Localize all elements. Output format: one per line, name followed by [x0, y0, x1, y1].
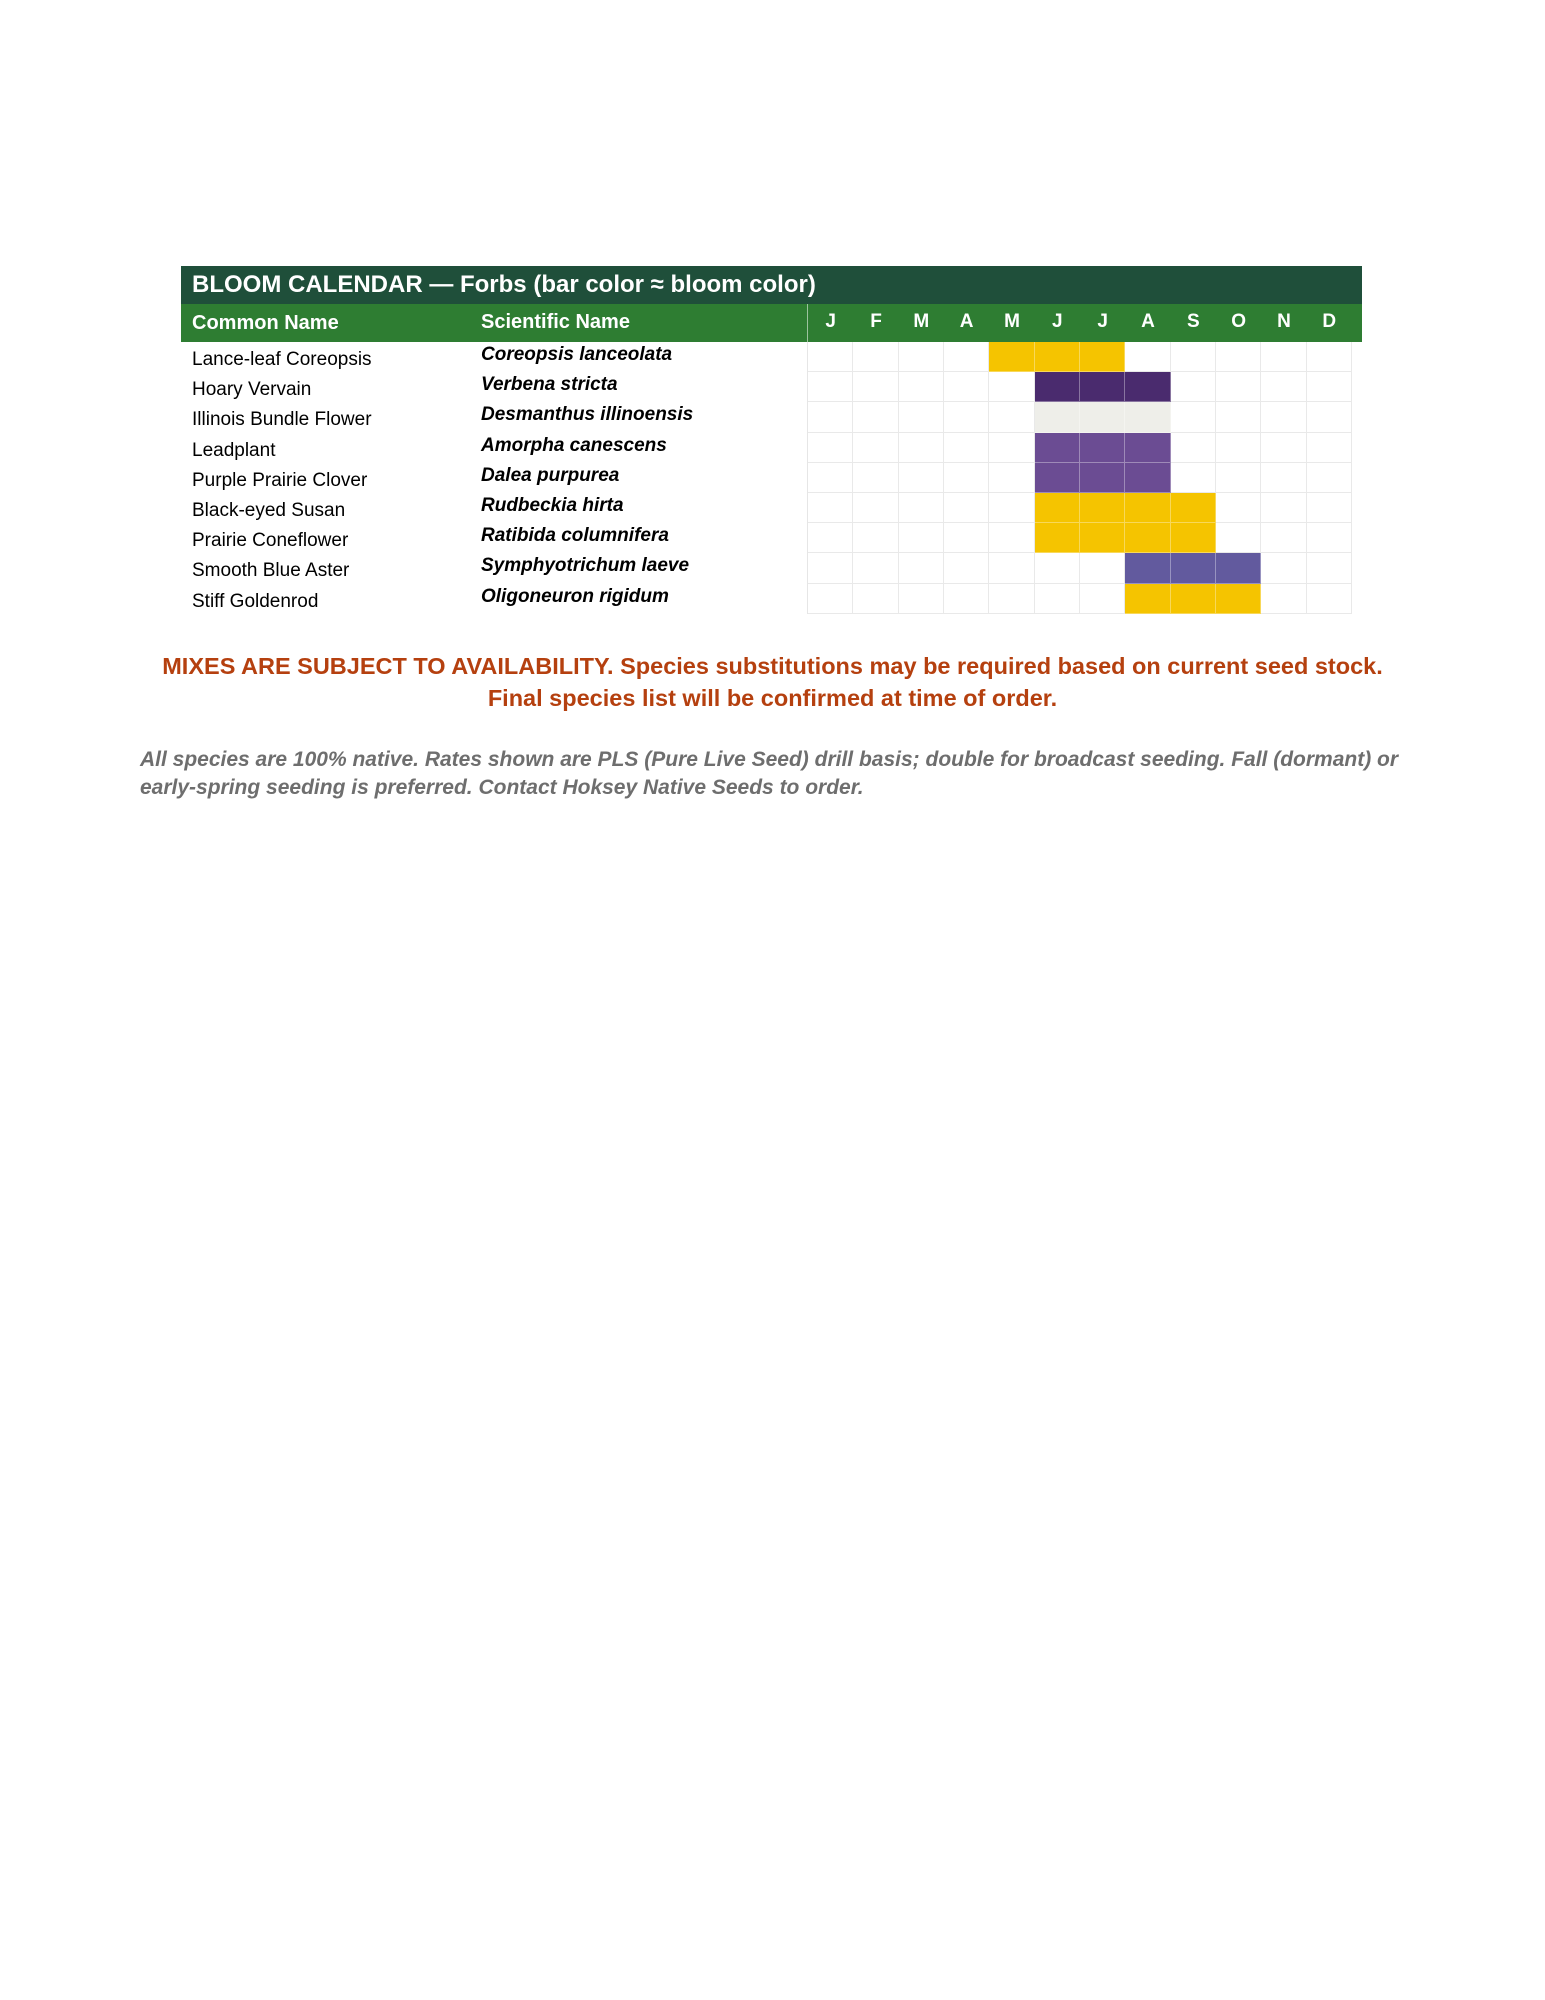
- common-name-cell: Black-eyed Susan: [192, 499, 346, 521]
- bloom-bar-cell: [1035, 433, 1080, 463]
- empty-month-cell: [853, 553, 898, 583]
- bloom-months: [807, 553, 1352, 583]
- bloom-bar-cell: [1035, 463, 1080, 493]
- empty-month-cell: [989, 463, 1034, 493]
- header-month: J: [1097, 311, 1108, 332]
- bloom-bar-cell: [1125, 463, 1170, 493]
- empty-month-cell: [989, 523, 1034, 553]
- empty-month-cell: [1261, 372, 1306, 402]
- calendar-header-row: [181, 304, 1362, 342]
- empty-month-cell: [808, 553, 853, 583]
- empty-month-cell: [899, 553, 944, 583]
- empty-month-cell: [989, 553, 1034, 583]
- bloom-bar-cell: [1125, 584, 1170, 614]
- empty-month-cell: [853, 493, 898, 523]
- empty-month-cell: [808, 493, 853, 523]
- empty-month-cell: [899, 402, 944, 432]
- empty-month-cell: [1261, 493, 1306, 523]
- empty-month-cell: [989, 584, 1034, 614]
- empty-month-cell: [1307, 493, 1352, 523]
- table-row: [181, 342, 1362, 372]
- scientific-name-cell: Rudbeckia hirta: [481, 494, 624, 516]
- empty-month-cell: [1307, 584, 1352, 614]
- bloom-calendar-table: [181, 266, 1362, 614]
- empty-month-cell: [944, 584, 989, 614]
- empty-month-cell: [989, 372, 1034, 402]
- bloom-months: [807, 523, 1352, 553]
- empty-month-cell: [1261, 342, 1306, 372]
- empty-month-cell: [944, 463, 989, 493]
- scientific-name-cell: Dalea purpurea: [481, 464, 620, 486]
- empty-month-cell: [899, 433, 944, 463]
- empty-month-cell: [1261, 523, 1306, 553]
- common-name-cell: Lance-leaf Coreopsis: [192, 349, 372, 370]
- empty-month-cell: [853, 463, 898, 493]
- empty-month-cell: [899, 372, 944, 402]
- empty-month-cell: [989, 433, 1034, 463]
- bloom-bar-cell: [1035, 372, 1080, 402]
- bloom-bar-cell: [1080, 523, 1125, 553]
- header-month: O: [1231, 311, 1246, 332]
- empty-month-cell: [1216, 433, 1261, 463]
- empty-month-cell: [899, 342, 944, 372]
- header-month: F: [870, 311, 882, 332]
- empty-month-cell: [808, 523, 853, 553]
- bloom-bar-cell: [1125, 523, 1170, 553]
- bloom-bar-cell: [1035, 342, 1080, 372]
- bloom-bar-cell: [1125, 372, 1170, 402]
- empty-month-cell: [1307, 433, 1352, 463]
- bloom-bar-cell: [1171, 523, 1216, 553]
- scientific-name-cell: Coreopsis lanceolata: [481, 344, 673, 365]
- header-month: N: [1277, 311, 1291, 332]
- empty-month-cell: [1171, 433, 1216, 463]
- header-month: M: [913, 311, 930, 332]
- empty-month-cell: [1216, 372, 1261, 402]
- empty-month-cell: [944, 372, 989, 402]
- empty-month-cell: [1307, 553, 1352, 583]
- bloom-bar-cell: [1080, 463, 1125, 493]
- empty-month-cell: [944, 342, 989, 372]
- bloom-months: [807, 463, 1352, 493]
- header-month: A: [959, 311, 974, 332]
- scientific-name-cell: Verbena stricta: [481, 374, 618, 396]
- empty-month-cell: [808, 402, 853, 432]
- empty-month-cell: [899, 493, 944, 523]
- common-name-cell: Leadplant: [192, 439, 276, 461]
- empty-month-cell: [1080, 553, 1125, 583]
- empty-month-cell: [853, 402, 898, 432]
- empty-month-cell: [1261, 553, 1306, 583]
- bloom-bar-cell: [1125, 402, 1170, 432]
- empty-month-cell: [1307, 342, 1352, 372]
- bloom-bar-cell: [1216, 553, 1261, 583]
- bloom-bar-cell: [1035, 402, 1080, 432]
- scientific-name-cell: Amorpha canescens: [481, 434, 667, 456]
- empty-month-cell: [1216, 523, 1261, 553]
- seeding-footnote: All species are 100% native. Rates shown are PLS (Pure Live Seed) drill basis; double for broadcast seeding. Fall (dormant) or early-spring seeding is preferred. Contact Hoksey Native Seeds to order.: [140, 748, 1399, 799]
- scientific-name-cell: Symphyotrichum laeve: [481, 555, 690, 577]
- bloom-months: [807, 584, 1352, 614]
- bloom-bar-cell: [1125, 493, 1170, 523]
- bloom-months: [807, 372, 1352, 402]
- bloom-bar-cell: [1125, 553, 1170, 583]
- empty-month-cell: [1307, 372, 1352, 402]
- table-row: [181, 433, 1362, 463]
- bloom-bar-cell: [1035, 493, 1080, 523]
- empty-month-cell: [944, 402, 989, 432]
- empty-month-cell: [808, 463, 853, 493]
- empty-month-cell: [853, 342, 898, 372]
- empty-month-cell: [1307, 402, 1352, 432]
- header-common-name: Common Name: [192, 312, 339, 334]
- bloom-bar-cell: [1080, 402, 1125, 432]
- header-month: A: [1141, 311, 1155, 332]
- empty-month-cell: [853, 584, 898, 614]
- scientific-name-cell: Ratibida columnifera: [481, 525, 669, 547]
- common-name-cell: Prairie Coneflower: [192, 530, 349, 552]
- empty-month-cell: [899, 523, 944, 553]
- common-name-cell: Purple Prairie Clover: [192, 469, 368, 491]
- empty-month-cell: [1171, 372, 1216, 402]
- common-name-cell: Illinois Bundle Flower: [192, 409, 372, 431]
- empty-month-cell: [1080, 584, 1125, 614]
- empty-month-cell: [808, 584, 853, 614]
- scientific-name-cell: Desmanthus illinoensis: [481, 404, 694, 426]
- empty-month-cell: [853, 372, 898, 402]
- bloom-bar-cell: [1080, 372, 1125, 402]
- availability-notice: MIXES ARE SUBJECT TO AVAILABILITY. Species substitutions may be required based on current seed stock. Final species list will be confirmed at time of order.: [162, 653, 1383, 711]
- empty-month-cell: [899, 584, 944, 614]
- header-month: S: [1186, 311, 1200, 332]
- bloom-bar-cell: [1171, 553, 1216, 583]
- empty-month-cell: [1216, 493, 1261, 523]
- bloom-bar-cell: [1035, 523, 1080, 553]
- header-months: [807, 304, 1352, 342]
- empty-month-cell: [944, 553, 989, 583]
- empty-month-cell: [1261, 463, 1306, 493]
- empty-month-cell: [1216, 342, 1261, 372]
- table-row: [181, 463, 1362, 493]
- table-row: [181, 584, 1362, 614]
- empty-month-cell: [1125, 342, 1170, 372]
- empty-month-cell: [853, 433, 898, 463]
- header-month: J: [825, 311, 836, 332]
- empty-month-cell: [1035, 584, 1080, 614]
- empty-month-cell: [1216, 402, 1261, 432]
- header-month: D: [1322, 311, 1337, 332]
- empty-month-cell: [1171, 402, 1216, 432]
- bloom-bar-cell: [1125, 433, 1170, 463]
- table-row: [181, 493, 1362, 523]
- empty-month-cell: [1171, 463, 1216, 493]
- empty-month-cell: [989, 402, 1034, 432]
- empty-month-cell: [944, 523, 989, 553]
- table-row: [181, 402, 1362, 432]
- scientific-name-cell: Oligoneuron rigidum: [481, 585, 669, 607]
- bloom-months: [807, 433, 1352, 463]
- calendar-title: BLOOM CALENDAR — Forbs (bar color ≈ bloom color): [181, 266, 1362, 304]
- bloom-months: [807, 342, 1352, 372]
- bloom-bar-cell: [1080, 493, 1125, 523]
- empty-month-cell: [1261, 433, 1306, 463]
- header-month: M: [1004, 311, 1020, 332]
- empty-month-cell: [853, 523, 898, 553]
- empty-month-cell: [1261, 402, 1306, 432]
- bloom-bar-cell: [1216, 584, 1261, 614]
- table-row: [181, 372, 1362, 402]
- empty-month-cell: [1261, 584, 1306, 614]
- bloom-bar-cell: [1080, 342, 1125, 372]
- header-month: J: [1052, 311, 1063, 332]
- empty-month-cell: [1307, 463, 1352, 493]
- empty-month-cell: [944, 433, 989, 463]
- bloom-bar-cell: [1080, 433, 1125, 463]
- empty-month-cell: [808, 433, 853, 463]
- bloom-months: [807, 402, 1352, 432]
- empty-month-cell: [1171, 342, 1216, 372]
- empty-month-cell: [944, 493, 989, 523]
- bloom-months: [807, 493, 1352, 523]
- table-row: [181, 523, 1362, 553]
- empty-month-cell: [808, 372, 853, 402]
- common-name-cell: Hoary Vervain: [192, 379, 312, 401]
- header-scientific-name: Scientific Name: [481, 311, 630, 333]
- calendar-body: [181, 342, 1362, 614]
- bloom-bar-cell: [1171, 493, 1216, 523]
- common-name-cell: Stiff Goldenrod: [192, 590, 319, 612]
- common-name-cell: Smooth Blue Aster: [192, 560, 350, 582]
- table-row: [181, 553, 1362, 583]
- empty-month-cell: [989, 493, 1034, 523]
- empty-month-cell: [1035, 553, 1080, 583]
- empty-month-cell: [1307, 523, 1352, 553]
- empty-month-cell: [1216, 463, 1261, 493]
- bloom-bar-cell: [1171, 584, 1216, 614]
- bloom-bar-cell: [989, 342, 1034, 372]
- empty-month-cell: [808, 342, 853, 372]
- empty-month-cell: [899, 463, 944, 493]
